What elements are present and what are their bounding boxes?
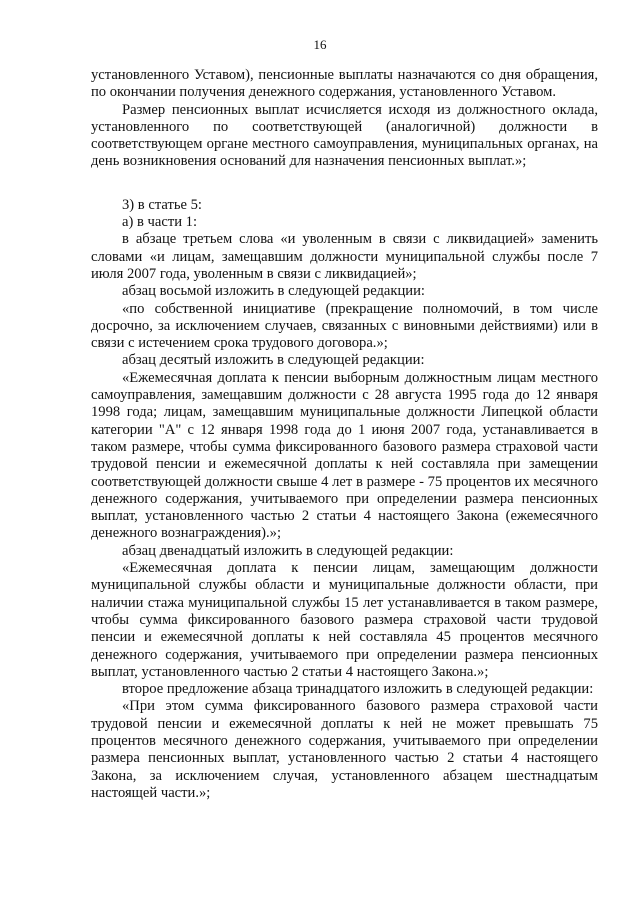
paragraph: абзац десятый изложить в следующей редакции:: [122, 352, 425, 369]
page-number: 16: [313, 37, 327, 52]
paragraph: а) в части 1:: [122, 214, 198, 231]
paragraph: второе предложение абзаца тринадцатого изложить в следующей редакции:: [122, 681, 594, 698]
paragraph-group-main: [91, 197, 598, 802]
paragraph: «по собственной инициативе (прекращение полномочий, в том числе досрочно, за исключением случаев, связанных с виновными действиями) или в связи с истечением срока трудового договора.»;: [91, 300, 598, 352]
paragraph: Размер пенсионных выплат исчисляется исходя из должностного оклада, установленного по соответствующей (аналогичной) должности в соответствующем органе местного самоуправления, муниципальных органах, на день возникновения оснований для назначения пенсионных выплат.»;: [91, 101, 598, 170]
paragraph: «Ежемесячная доплата к пенсии лицам, замещающим должности муниципальной службы области и муниципальные должности области, при наличии стажа муниципальной службы 15 лет устанавливается в таком размере, чтобы сумма фиксированного базового размера страховой части трудовой пенсии и ежемесячной доплаты к ней составляла 45 процентов месячного денежного содержания, учитываемого при определении размера пенсионных выплат, установленного частью 2 статьи 4 настоящего Закона.»;: [91, 560, 598, 680]
paragraph-spacer: [91, 171, 598, 197]
paragraph-group-top: [91, 67, 598, 171]
paragraph: установленного Уставом), пенсионные выплаты назначаются со дня обращения, по окончании получения денежного содержания, установленного Уставом.: [91, 67, 598, 101]
paragraph: 3) в статье 5:: [122, 196, 202, 213]
paragraph: абзац восьмой изложить в следующей редакции:: [122, 283, 425, 300]
paragraph: в абзаце третьем слова «и уволенным в связи с ликвидацией» заменить словами «и лицам, замещавшим должности муниципальной службы после 7 июля 2007 года, уволенным в связи с ликвидацией»;: [91, 231, 598, 282]
paragraph: абзац двенадцатый изложить в следующей редакции:: [122, 542, 454, 559]
paragraph: «Ежемесячная доплата к пенсии выборным должностным лицам местного самоуправления, замещавшим должности с 28 августа 1995 года до 12 января 1998 года; лицам, замещавшим муниципальные должности Липецкой области категории "А" с 12 января 1998 года до 1 июня 2007 года, устанавливается в таком размере, чтобы сумма фиксированного базового размера страховой части трудовой пенсии и ежемесячной доплаты к ней составляла при замещении соответствующей должности свыше 4 лет в размере - 75 процентов их месячного денежного содержания, учитываемого при определении размера пенсионных выплат, установленного частью 2 статьи 4 настоящего Закона (ежемесячного денежного вознаграждения).»;: [91, 369, 598, 542]
paragraph: «При этом сумма фиксированного базового размера страховой части трудовой пенсии и ежемесячной доплаты к ней не может превышать 75 процентов месячного денежного содержания, учитываемого при определении размера пенсионных выплат, установленного частью 2 статьи 4 настоящего Закона, за исключением случая, установленного абзацем шестнадцатым настоящей части.»;: [91, 698, 598, 801]
document-body: [91, 67, 598, 802]
